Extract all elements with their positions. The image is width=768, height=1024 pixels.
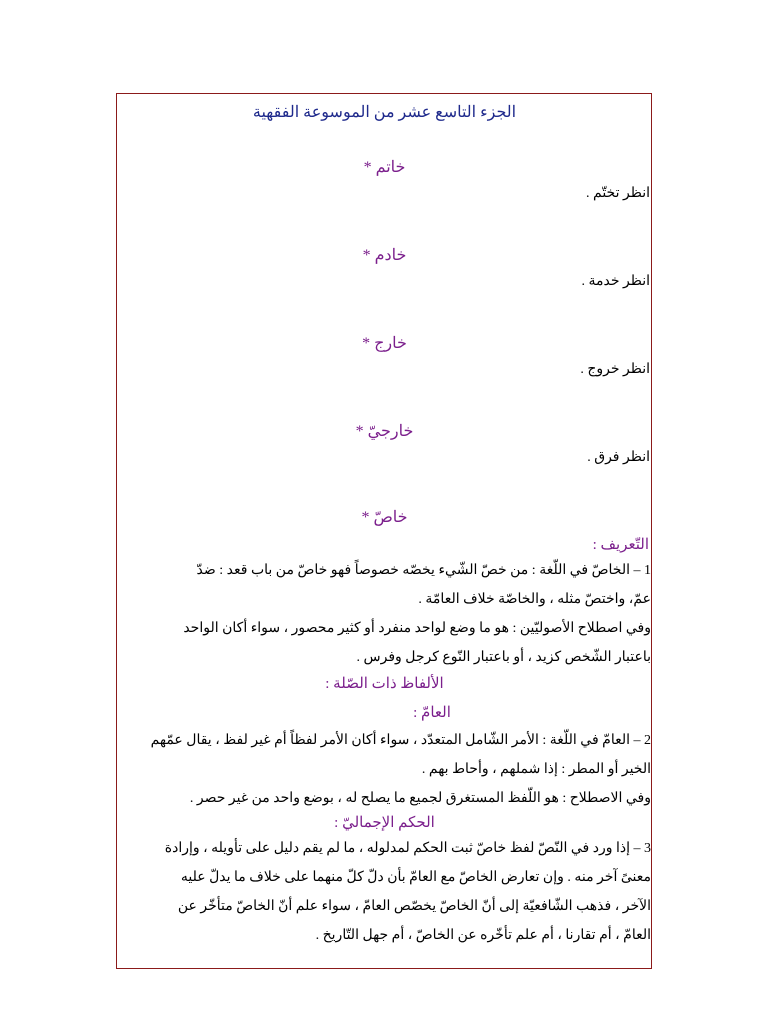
paragraph-definition-usul [118,614,651,672]
text-line: معنىً آخر منه . وإن تعارض الخاصّ مع العامّ بأن دلّ كلّ منهما على خلاف ما يدلّ عليه [180,870,651,885]
document-body [118,95,651,950]
definition-heading: التّعريف : [592,537,649,553]
text-line: الآخر ، فذهب الشّافعيّة إلى أنّ الخاصّ يخصّص العامّ ، سواء علم أنّ الخاصّ متأخّر عن [177,899,651,914]
text-line: 2 – العامّ في اللّغة : الأمر الشّامل المتعدّد ، سواء أكان الأمر لفظاً أم غير لفظ ، يقال عمّهم [150,733,651,748]
entry-title-khatam: خاتم * [363,159,406,176]
entry-title-kharij: خارج * [362,335,407,352]
text-line: وفي اصطلاح الأصوليّين : هو ما وضع لواحد منفرد أو كثير محصور ، سواء أكان الواحد [183,621,651,636]
entry-ref-khariji: انظر فرق . [587,450,650,465]
text-line: 1 – الخاصّ في اللّغة : من خصّ الشّيء يخصّه خصوصاً فهو خاصّ من باب قعد : ضدّ [196,563,651,578]
entry-title-khass: خاصّ * [361,509,408,526]
ruling-heading: الحكم الإجماليّ : [334,815,435,831]
paragraph-aam-lang [118,726,651,784]
paragraph-ruling [118,834,651,950]
entry-ref-kharij: انظر خروج . [580,362,650,377]
entry-ref-khadim: انظر خدمة . [581,274,650,289]
text-line: العامّ ، أم تقارنا ، أم علم تأخّره عن الخاصّ ، أم جهل التّاريخ . [315,928,651,943]
entry-ref-khatam: انظر تختّم . [586,186,650,201]
paragraph-definition-lang [118,556,651,614]
text-line: باعتبار الشّخص كزيد ، أو باعتبار النّوع كرجل وفرس . [356,650,651,665]
aam-heading: العامّ : [413,705,451,721]
paragraph-aam-istilah [118,784,651,813]
text-line: الخير أو المطر : إذا شملهم ، وأحاط بهم . [421,762,651,777]
text-line: عمّ، واختصّ مثله ، والخاصّة خلاف العامّة . [418,592,651,607]
page-title: الجزء التاسع عشر من الموسوعة الفقهية [252,104,517,121]
text-line: وفي الاصطلاح : هو اللّفظ المستغرق لجميع ما يصلح له ، بوضع واحد من غير حصر . [189,791,651,806]
text-line: 3 – إذا ورد في النّصّ لفظ خاصّ ثبت الحكم لمدلوله ، ما لم يقم دليل على تأويله ، وإرادة [164,841,651,856]
entry-title-khariji: خارجيّ * [355,423,414,440]
related-terms-heading: الألفاظ ذات الصّلة : [325,676,444,692]
entry-title-khadim: خادم * [362,247,407,264]
